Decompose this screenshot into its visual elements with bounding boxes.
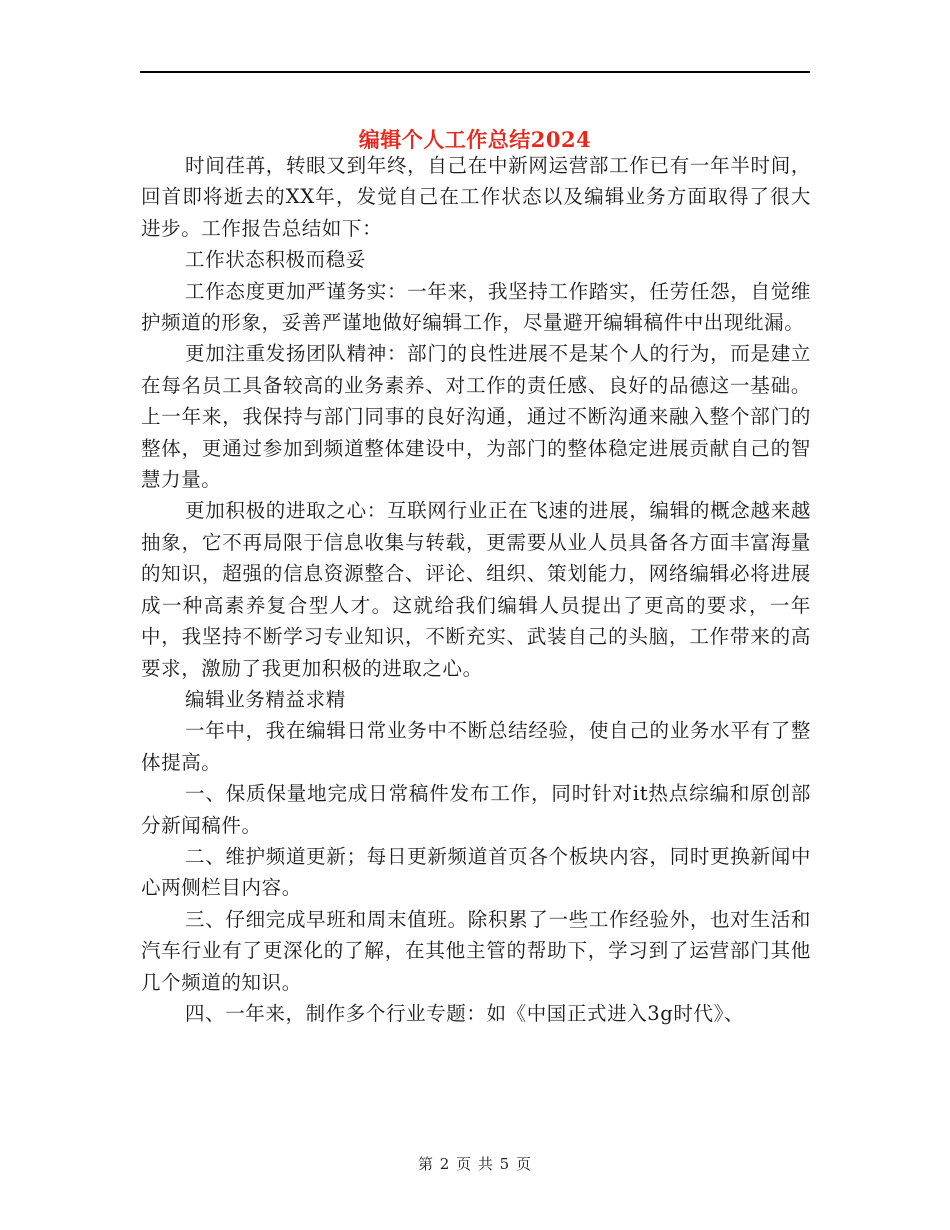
paragraph-intro: 时间荏苒，转眼又到年终，自己在中新网运营部工作已有一年半时间，回首即将逝去的XX年，发觉自己在工作状态以及编辑业务方面取得了很大进步。工作报告总结如下： xyxy=(141,154,811,240)
paragraph-business-summary: 一年中，我在编辑日常业务中不断总结经验，使自己的业务水平有了整体提高。 xyxy=(141,719,811,774)
section-heading-work-status: 工作状态积极而稳妥 xyxy=(185,248,366,272)
paragraph-item-three: 三、仔细完成早班和周末值班。除积累了一些工作经验外，也对生活和汽车行业有了更深化的了解，在其他主管的帮助下，学习到了运营部门其他几个频道的知识。 xyxy=(141,907,811,994)
paragraph-work-attitude: 工作态度更加严谨务实：一年来，我坚持工作踏实，任劳任怨，自觉维护频道的形象，妥善严谨地做好编辑工作，尽量避开编辑稿件中出现纰漏。 xyxy=(141,279,811,335)
paragraph-team-spirit: 更加注重发扬团队精神：部门的良性进展不是某个人的行为，而是建立在每名员工具备较高的业务素养、对工作的责任感、良好的品德这一基础。上一年来，我保持与部门同事的良好沟通，通过不断沟通来融入整个部门的整体，更通过参加到频道整体建设中，为部门的整体稳定进展贡献自己的智慧力量。 xyxy=(141,342,811,492)
document-body xyxy=(141,150,811,1029)
paragraph-item-one: 一、保质保量地完成日常稿件发布工作，同时针对it热点综编和原创部分新闻稿件。 xyxy=(141,782,811,837)
paragraph-item-four: 四、一年来，制作多个行业专题：如《中国正式进入3g时代》、 xyxy=(185,1001,745,1025)
header-rule xyxy=(140,71,810,73)
page-number: 第 2 页 共 5 页 xyxy=(418,1155,532,1173)
section-heading-editing-business: 编辑业务精益求精 xyxy=(185,687,346,711)
paragraph-enterprising: 更加积极的进取之心：互联网行业正在飞速的进展，编辑的概念越来越抽象，它不再局限于信息收集与转载，更需要从业人员具备各方面丰富海量的知识，超强的信息资源整合、评论、组织、策划能力，网络编辑必将进展成一种高素养复合型人才。这就给我们编辑人员提出了更高的要求，一年中，我坚持不断学习专业知识，不断充实、武装自己的头脑，工作带来的高要求，激励了我更加积极的进取之心。 xyxy=(141,499,811,680)
paragraph-item-two: 二、维护频道更新；每日更新频道首页各个板块内容，同时更换新闻中心两侧栏目内容。 xyxy=(141,844,811,900)
document-title: 编辑个人工作总结2024 xyxy=(358,127,592,153)
